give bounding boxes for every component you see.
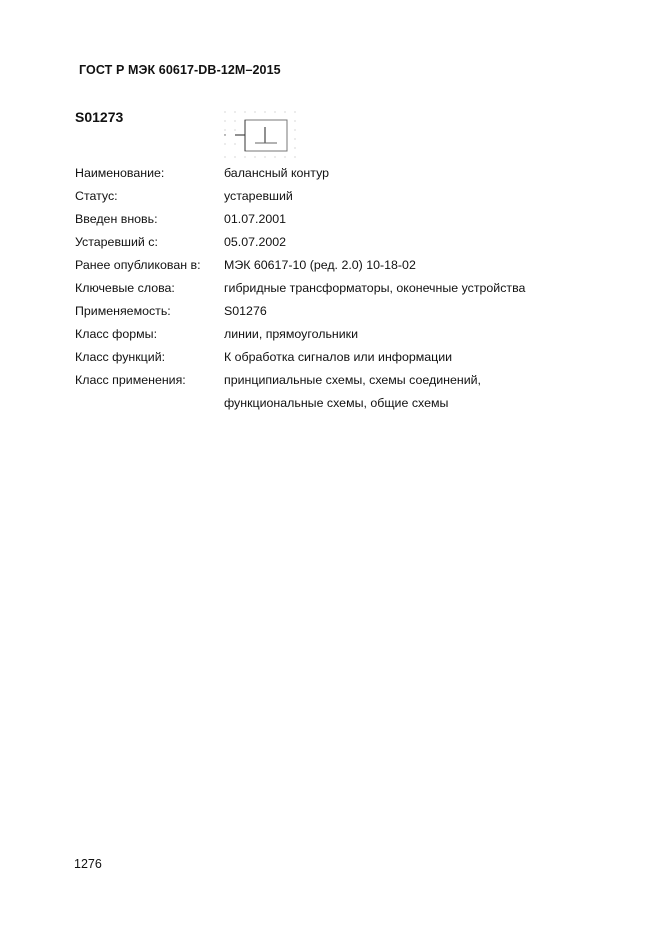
field-value: линии, прямоугольники [224, 327, 359, 341]
field-value: МЭК 60617-10 (ред. 2.0) 10-18-02 [224, 258, 416, 272]
field-value: 05.07.2002 [224, 235, 287, 249]
field-label: Статус: [75, 189, 118, 203]
field-label: Введен вновь: [75, 212, 158, 226]
field-value: функциональные схемы, общие схемы [224, 396, 449, 410]
field-label: Класс функций: [75, 350, 166, 364]
field-label: Устаревший с: [75, 235, 158, 249]
field-value: гибридные трансформаторы, оконечные устройства [224, 281, 526, 295]
field-label: Наименование: [75, 166, 165, 180]
field-label: Ранее опубликован в: [75, 258, 201, 272]
balance-network-symbol-icon [220, 106, 305, 162]
field-value: 01.07.2001 [224, 212, 287, 226]
field-value: принципиальные схемы, схемы соединений, [224, 373, 481, 387]
field-value: К обработка сигналов или информации [224, 350, 453, 364]
field-value: балансный контур [224, 166, 330, 180]
field-label: Ключевые слова: [75, 281, 175, 295]
symbol-code: S01273 [75, 109, 124, 125]
field-label: Применяемость: [75, 304, 171, 318]
field-label: Класс применения: [75, 373, 186, 387]
field-label: Класс формы: [75, 327, 158, 341]
field-value: S01276 [224, 304, 267, 318]
field-value: устаревший [224, 189, 293, 203]
page-number: 1276 [74, 857, 102, 871]
document-header: ГОСТ Р МЭК 60617-DB-12M–2015 [79, 63, 281, 77]
